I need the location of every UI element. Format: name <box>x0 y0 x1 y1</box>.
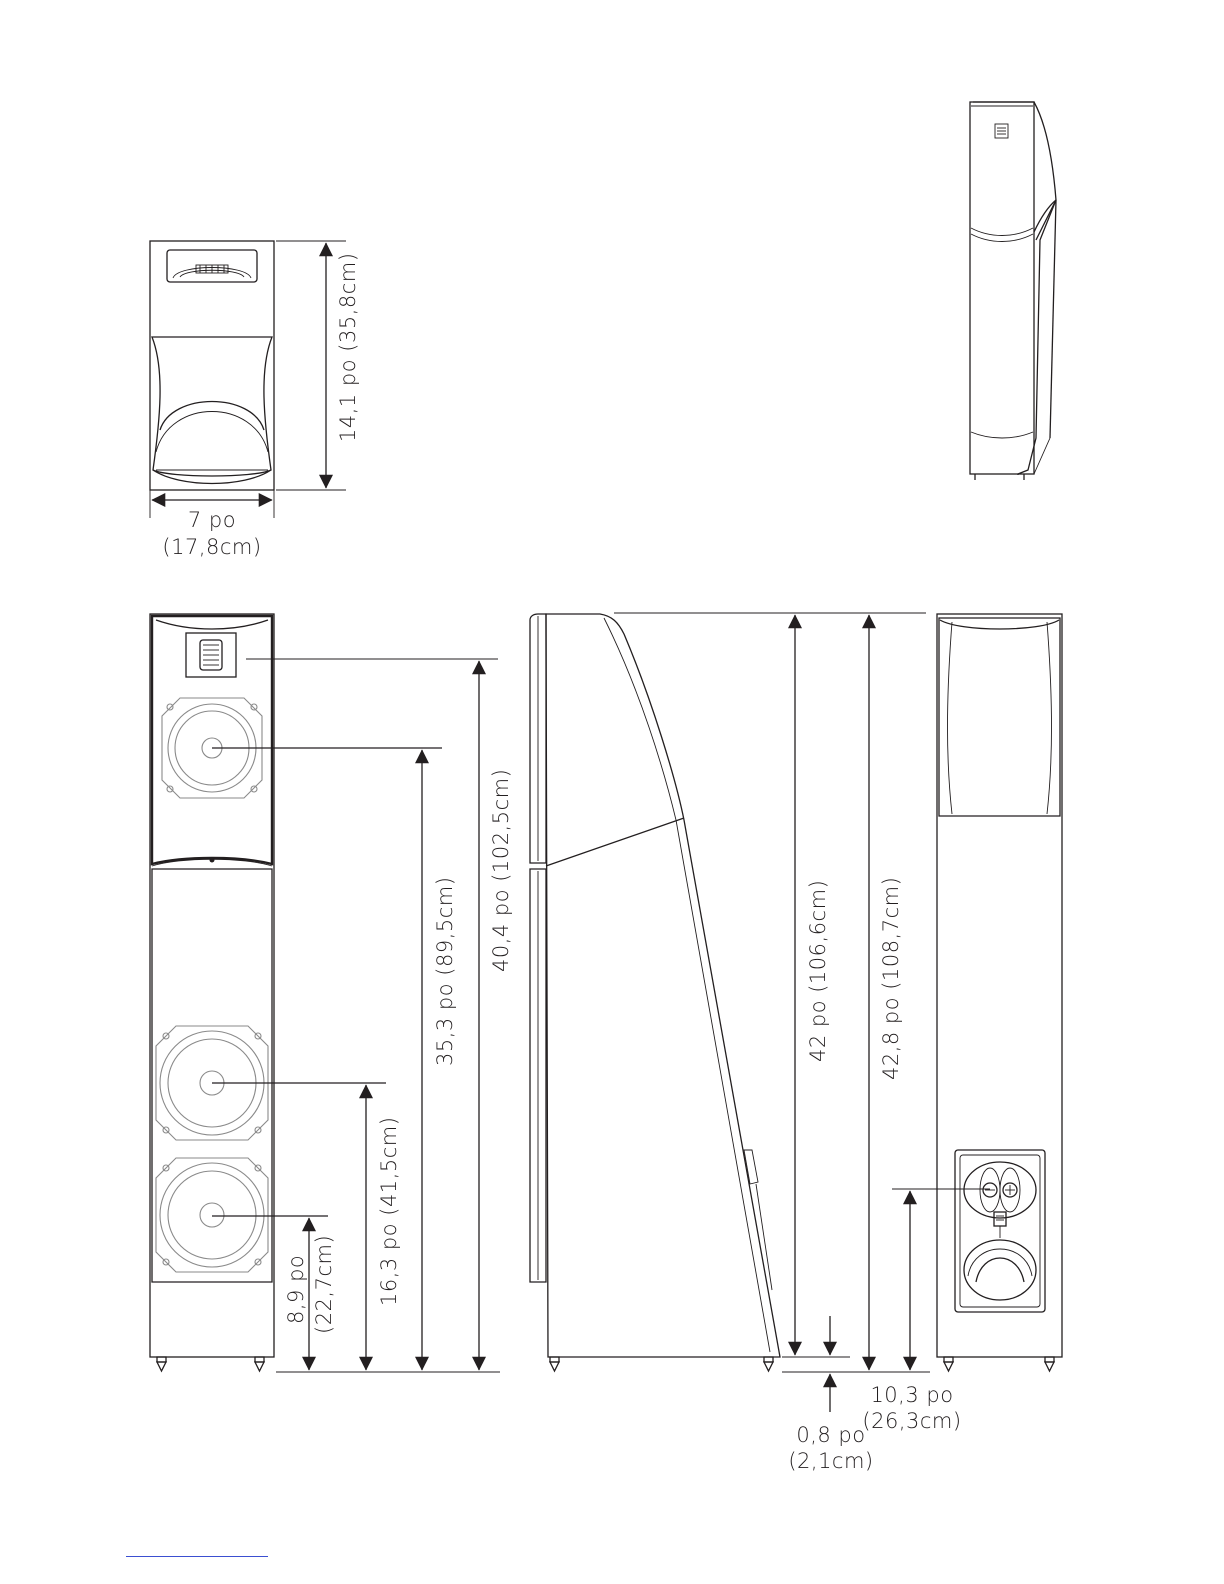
front-view-tweeter <box>186 633 236 677</box>
side-view-cabinet-height-label: 42 po (106,6cm) <box>806 879 830 1062</box>
front-view-lower-grille <box>152 869 272 1282</box>
top-view-body <box>152 337 272 484</box>
front-view-woofer-lower <box>156 1158 268 1272</box>
side-view-cabinet <box>546 614 780 1357</box>
top-view-width-label: 7 po <box>187 508 237 532</box>
front-view-cabinet <box>150 614 274 1357</box>
front-view-upper-grille <box>152 616 272 864</box>
side-view-spike-height-metric-label: (2,1cm) <box>788 1449 874 1473</box>
side-view-spike-height-label: 0,8 po <box>796 1423 866 1447</box>
footer-rule <box>126 1556 268 1557</box>
front-view-midrange-height-label: 35,3 po (89,5cm) <box>433 876 457 1066</box>
front-view-woofer-lower-height-label: 8,9 po <box>284 1254 308 1324</box>
front-view-tweeter-height-label: 40,4 po (102,5cm) <box>489 768 513 972</box>
side-view-grille <box>530 614 546 1282</box>
side-view-feet <box>550 1357 773 1371</box>
top-view-outline <box>150 241 274 490</box>
top-view-width-metric-label: (17,8cm) <box>162 535 262 559</box>
front-view <box>150 614 513 1372</box>
top-view <box>150 241 360 559</box>
rear-view-total-height-label: 42,8 po (108,7cm) <box>879 876 903 1080</box>
perspective-front-face <box>970 102 1034 474</box>
rear-view-terminal-panel <box>955 1150 1045 1312</box>
top-view-depth-dimension <box>276 241 360 490</box>
rear-view-feet <box>944 1357 1054 1371</box>
side-view-cabinet-joint <box>546 818 684 866</box>
top-view-tweeter-housing <box>167 250 257 282</box>
rear-view-terminal-height-metric-label: (26,3cm) <box>862 1409 962 1433</box>
rear-view <box>862 614 1062 1433</box>
rear-view-terminal-height-label: 10,3 po <box>870 1383 954 1407</box>
front-view-feet <box>157 1357 264 1371</box>
side-view <box>530 613 930 1473</box>
rear-view-cabinet <box>937 614 1062 1357</box>
top-view-width-dimension <box>150 490 274 559</box>
front-view-woofer-lower-height-metric-label: (22,7cm) <box>312 1234 336 1334</box>
perspective-view <box>970 102 1056 480</box>
front-view-woofer-upper-height-label: 16,3 po (41,5cm) <box>377 1116 401 1306</box>
top-view-depth-label: 14,1 po (35,8cm) <box>336 252 360 442</box>
